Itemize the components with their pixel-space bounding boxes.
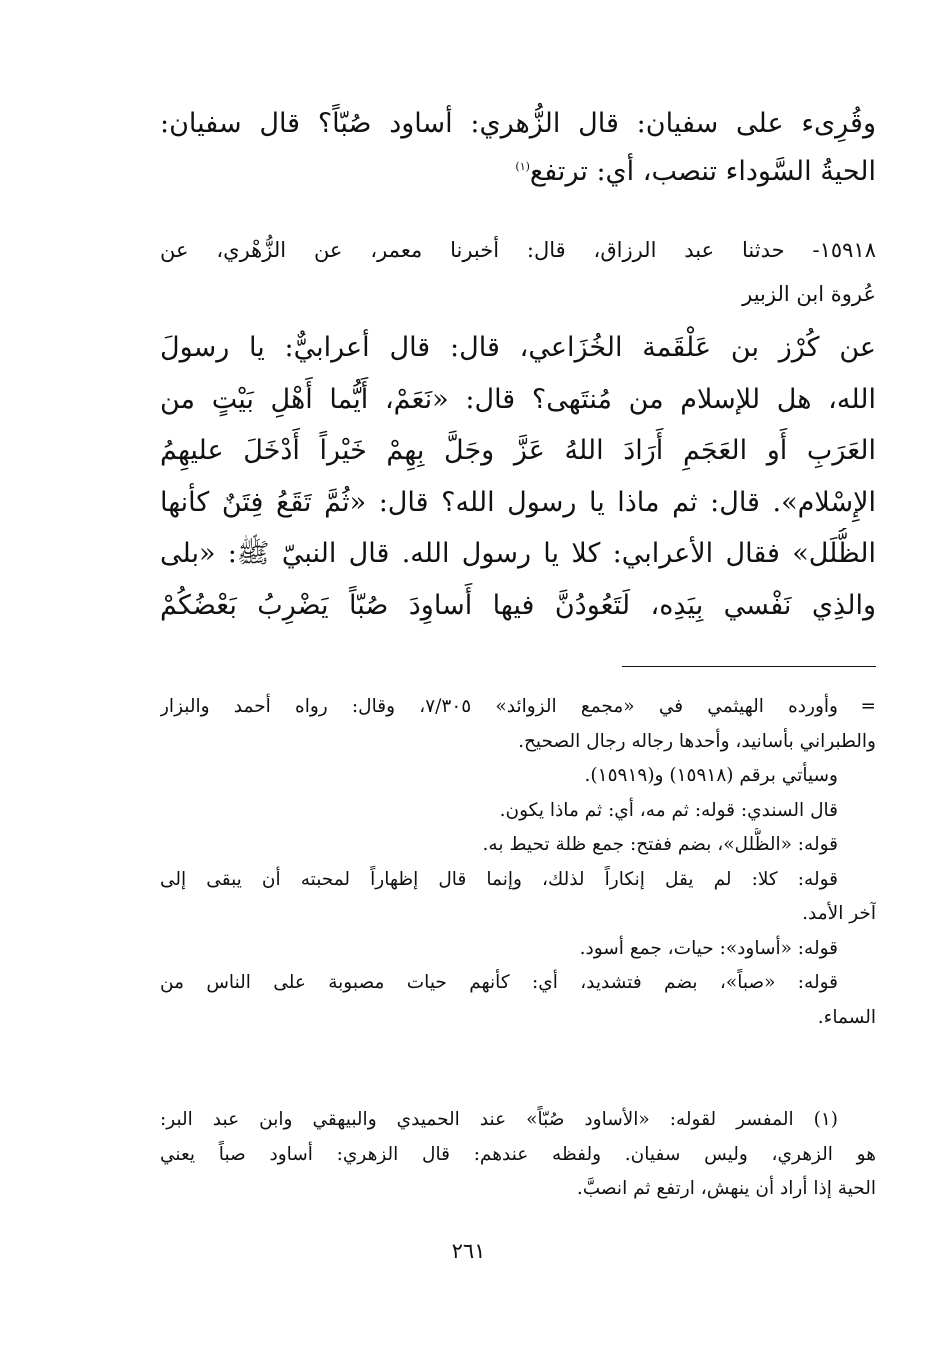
notes-line-5: قوله: «الظُّلل»، بضم ففتح: جمع ظلة تحيط به. — [482, 834, 838, 855]
intro-line-2 — [160, 148, 876, 196]
matn-line-2: الله، هل للإسلام من مُنتَهى؟ قال: «نَعَمْ، أَيُّما أَهْلِ بَيْتٍ من — [160, 383, 876, 415]
hadith-isnad — [160, 228, 876, 316]
footnote-line-2: هو الزهري، وليس سفيان. ولفظه عندهم: قال الزهري: أساود صباً يعني — [160, 1143, 876, 1165]
matn-line-5: الظُّلَل» فقال الأعرابي: كلا يا رسول الله. قال النبيّ ﷺ: «بلى — [160, 538, 876, 569]
isnad-line-2: عُروة ابن الزبير — [742, 282, 876, 306]
notes-line-3: وسيأتي برقم (١٥٩١٨) و(١٥٩١٩). — [584, 765, 838, 786]
matn-line-3: العَرَبِ أَو العَجَمِ أَرَادَ اللهُ عَزَّ وجَلَّ بِهِمْ خَيْراً أَدْخَلَ عليهِمُ — [160, 435, 876, 466]
notes-line-7: آخر الأمد. — [802, 903, 876, 924]
notes-first-line-wrap — [160, 690, 876, 725]
notes-line-2: والطبراني بأسانيد، وأحدها رجاله رجال الصحيح. — [518, 730, 876, 752]
hadith-matn — [160, 322, 876, 631]
intro-line-2-text: الحيةُ السَّوداء تنصب، أي: ترتفع — [529, 156, 876, 187]
notes-line-9: قوله: «صباً»، بضم فتشديد، أي: كأنهم حيات مصبوبة على الناس من — [160, 972, 838, 993]
footnote-line-3: الحية إذا أراد أن ينهش، ارتفع ثم انصبَّ. — [576, 1178, 876, 1199]
intro-line-1: وقُرِىء على سفيان: قال الزُّهري: أساود صُبّاً؟ قال سفيان: — [160, 108, 876, 139]
page-number: ٢٦١ — [451, 1239, 486, 1263]
footnote-1 — [160, 1103, 876, 1207]
commentary-notes — [160, 690, 876, 1035]
intro-text — [160, 100, 876, 196]
footnote-ref-1[interactable]: (١) — [515, 160, 530, 173]
continuation-mark: = — [860, 696, 876, 717]
notes-line-10: السماء. — [817, 1006, 876, 1028]
matn-line-4: الإِسْلام». قال: ثم ماذا يا رسول الله؟ قال: «ثُمَّ تَقَعُ فِتَنٌ كأنها — [160, 486, 876, 518]
isnad-line-1: ١٥٩١٨- حدثنا عبد الرزاق، قال: أخبرنا معمر، عن الزُّهْري، عن — [160, 238, 876, 262]
footnote-separator — [622, 666, 876, 667]
notes-line-6: قوله: كلا: لم يقل إنكاراً لذلك، وإنما قال إظهاراً لمحبته أن يبقى إلى — [160, 868, 838, 890]
notes-line-4: قال السندي: قوله: ثم مه، أي: ثم ماذا يكون. — [499, 799, 838, 821]
matn-line-1: عن كُرْز بن عَلْقَمة الخُزَاعي، قال: قال أعرابيٌّ: يا رسولَ — [160, 332, 876, 363]
notes-line-1: وأورده الهيثمي في «مجمع الزوائد» ٧/٣٠٥، وقال: رواه أحمد والبزار — [160, 696, 838, 717]
matn-line-6: والذِي نَفْسي بِيَدِه، لَتَعُودُنَّ فيها أَساوِدَ صُبّاً يَضْرِبُ بَعْضُكُمْ — [160, 589, 876, 621]
footnote-line-1: (١) المفسر لقوله: «الأساود صُبّاً» عند الحميدي والبيهقي وابن عبد البر: — [160, 1109, 838, 1130]
notes-line-8: قوله: «أساود»: حيات، جمع أسود. — [579, 937, 838, 959]
